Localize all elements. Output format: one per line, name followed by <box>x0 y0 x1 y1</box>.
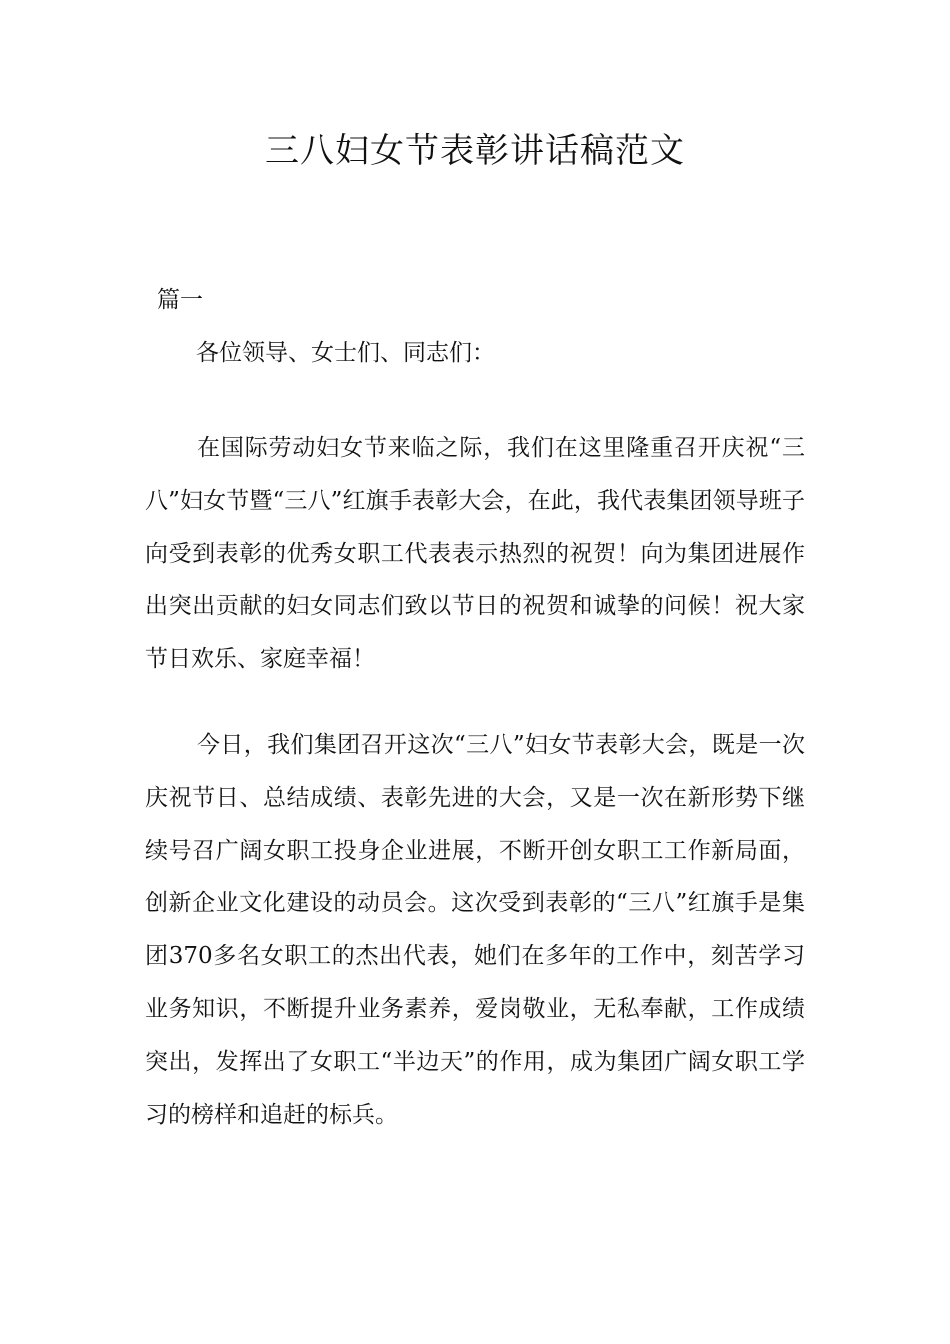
paragraph-2: 今日，我们集团召开这次“三八”妇女节表彰大会，既是一次庆祝节日、总结成绩、表彰先进的大会，又是一次在新形势下继续号召广阔女职工投身企业进展，不断开创女职工工作新局面，创新企业文化建设的动员会。这次受到表彰的“三八”红旗手是集团370多名女职工的杰出代表，她们在多年的工作中，刻苦学习业务知识，不断提升业务素养，爱岗敬业，无私奉献，工作成绩突出，发挥出了女职工“半边天”的作用，成为集团广阔女职工学习的榜样和追赶的标兵。 <box>145 732 805 1128</box>
paragraph-1: 在国际劳动妇女节来临之际，我们在这里隆重召开庆祝“三八”妇女节暨“三八”红旗手表彰大会，在此，我代表集团领导班子向受到表彰的优秀女职工代表表示热烈的祝贺！向为集团进展作出突出贡献的妇女同志们致以节日的祝贺和诚挚的问候！祝大家节日欢乐、家庭幸福！ <box>145 435 805 673</box>
salutation: 各位领导、女士们、同志们： <box>196 340 495 366</box>
document-title: 三八妇女节表彰讲话稿范文 <box>265 131 685 171</box>
section-label: 篇一 <box>157 287 203 313</box>
